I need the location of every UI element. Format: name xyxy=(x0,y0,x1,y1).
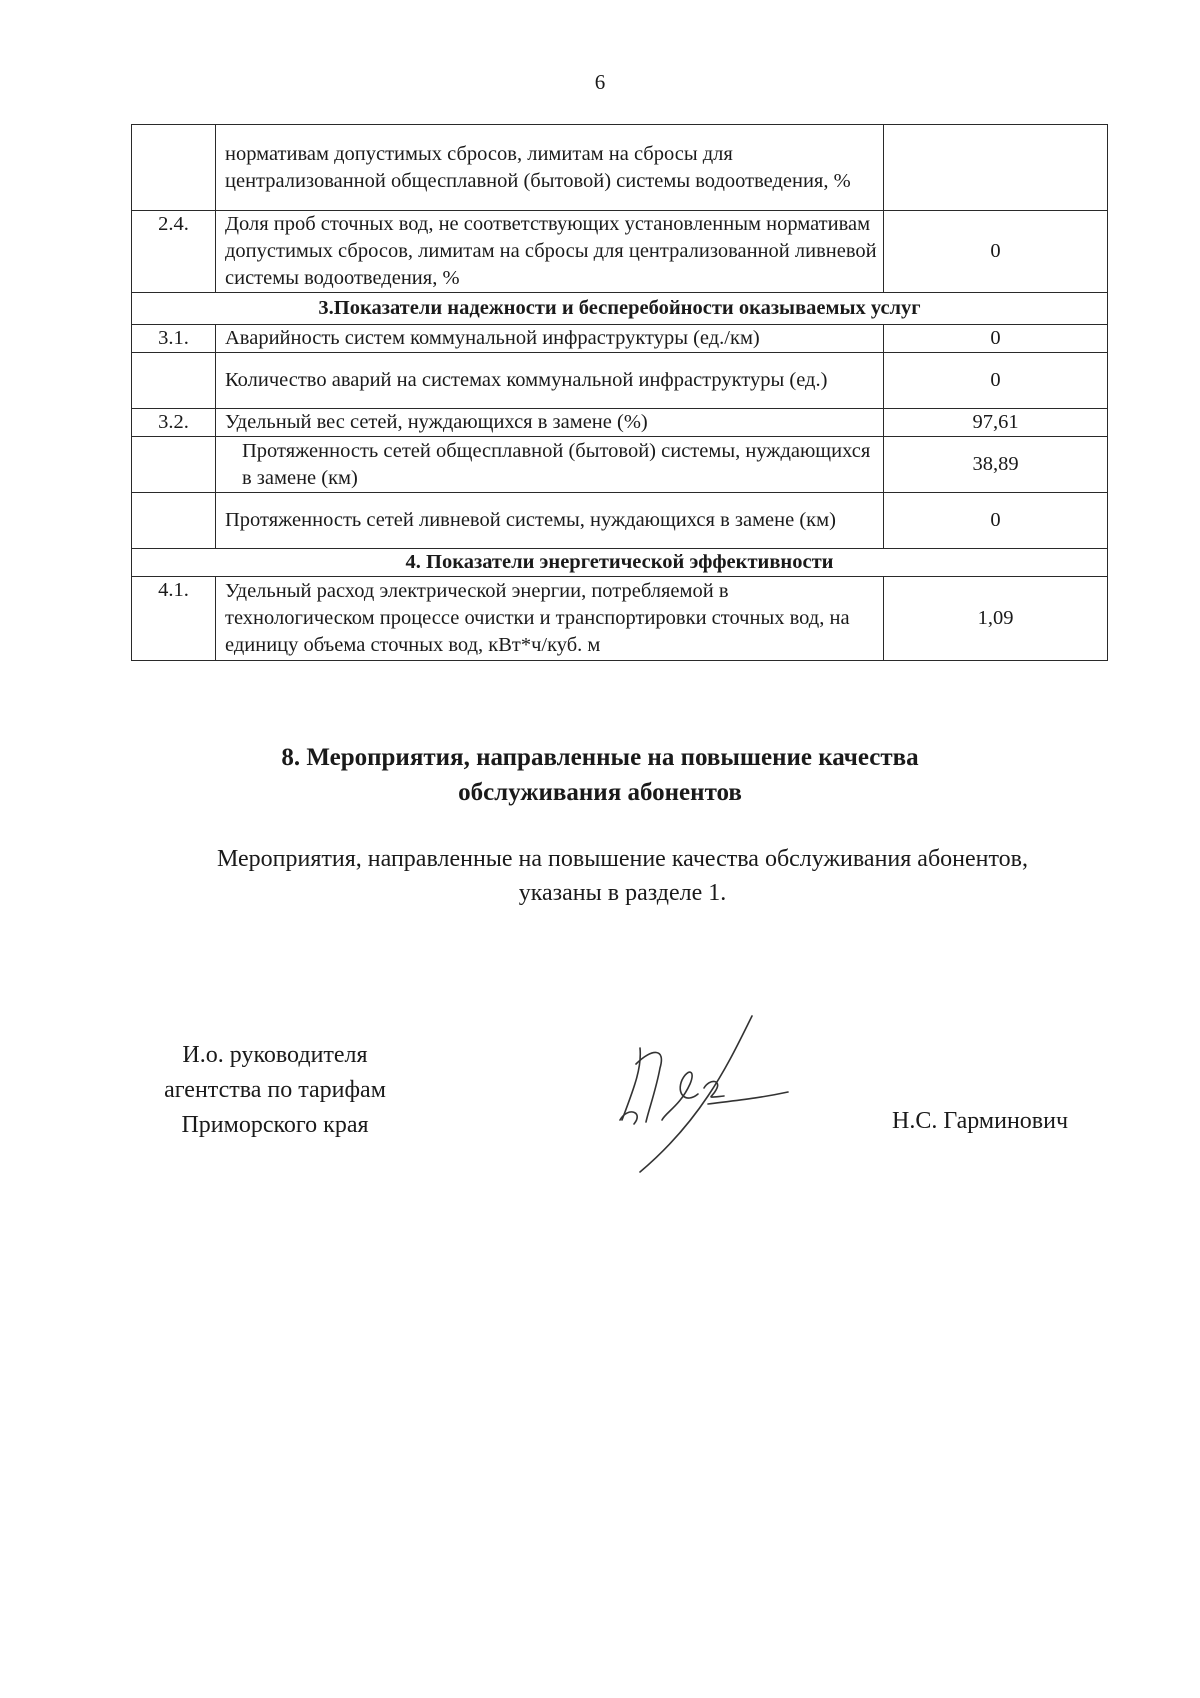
signer-position-line: Приморского края xyxy=(181,1112,369,1138)
table-row xyxy=(132,353,1108,409)
row-value: 0 xyxy=(884,353,1108,409)
table-row xyxy=(132,409,1108,437)
row-number xyxy=(132,353,216,409)
section-8-text-line: указаны в разделе 1. xyxy=(518,880,727,906)
section-8-text-line: Мероприятия, направленные на повышение качества обслуживания абонентов, xyxy=(217,846,1028,872)
indicators-table xyxy=(131,124,1108,661)
row-description: Удельный расход электрической энергии, потребляемой в технологическом процессе очистки и транспортировки сточных вод, на единицу объема сточных вод, кВт*ч/куб. м xyxy=(216,577,884,661)
row-value: 97,61 xyxy=(884,409,1108,437)
row-value: 0 xyxy=(884,211,1108,293)
table-row xyxy=(132,325,1108,353)
row-number xyxy=(132,125,216,211)
row-description: нормативам допустимых сбросов, лимитам на сбросы для централизованной общесплавной (бытовой) системы водоотведения, % xyxy=(216,125,884,211)
row-number: 4.1. xyxy=(132,577,216,661)
signer-position xyxy=(130,1038,420,1143)
signer-position-line: И.о. руководителя xyxy=(182,1042,368,1068)
row-value xyxy=(884,125,1108,211)
row-description: Протяженность сетей общесплавной (бытовой) системы, нуждающихся в замене (км) xyxy=(216,437,884,493)
row-number: 3.1. xyxy=(132,325,216,353)
row-description: Аварийность систем коммунальной инфраструктуры (ед./км) xyxy=(216,325,884,353)
row-number: 2.4. xyxy=(132,211,216,293)
section-row xyxy=(132,293,1108,325)
row-value: 0 xyxy=(884,493,1108,549)
page-number: 6 xyxy=(594,70,606,94)
row-description: Доля проб сточных вод, не соответствующих установленным нормативам допустимых сбросов, лимитам на сбросы для централизованной ливневой системы водоотведения, % xyxy=(216,211,884,293)
table-row xyxy=(132,577,1108,661)
section-8-title xyxy=(0,740,1200,810)
signer-name: Н.С. Гарминович xyxy=(892,1108,1069,1134)
signer-position-line: агентства по тарифам xyxy=(164,1077,386,1103)
row-value: 0 xyxy=(884,325,1108,353)
row-number: 3.2. xyxy=(132,409,216,437)
row-value: 1,09 xyxy=(884,577,1108,661)
row-number xyxy=(132,437,216,493)
section-8-title-line: 8. Мероприятия, направленные на повышение качества xyxy=(281,744,919,771)
section-8-text xyxy=(140,842,1105,910)
section-heading: 4. Показатели энергетической эффективности xyxy=(132,549,1108,577)
section-heading: 3.Показатели надежности и бесперебойности оказываемых услуг xyxy=(132,293,1108,325)
table-row xyxy=(132,211,1108,293)
section-row xyxy=(132,549,1108,577)
table-row xyxy=(132,125,1108,211)
handwritten-signature xyxy=(600,1008,820,1188)
section-8-title-line: обслуживания абонентов xyxy=(458,779,742,806)
row-description: Удельный вес сетей, нуждающихся в замене (%) xyxy=(216,409,884,437)
row-description: Количество аварий на системах коммунальной инфраструктуры (ед.) xyxy=(216,353,884,409)
table-row xyxy=(132,437,1108,493)
table-row xyxy=(132,493,1108,549)
row-value: 38,89 xyxy=(884,437,1108,493)
row-number xyxy=(132,493,216,549)
row-description: Протяженность сетей ливневой системы, нуждающихся в замене (км) xyxy=(216,493,884,549)
